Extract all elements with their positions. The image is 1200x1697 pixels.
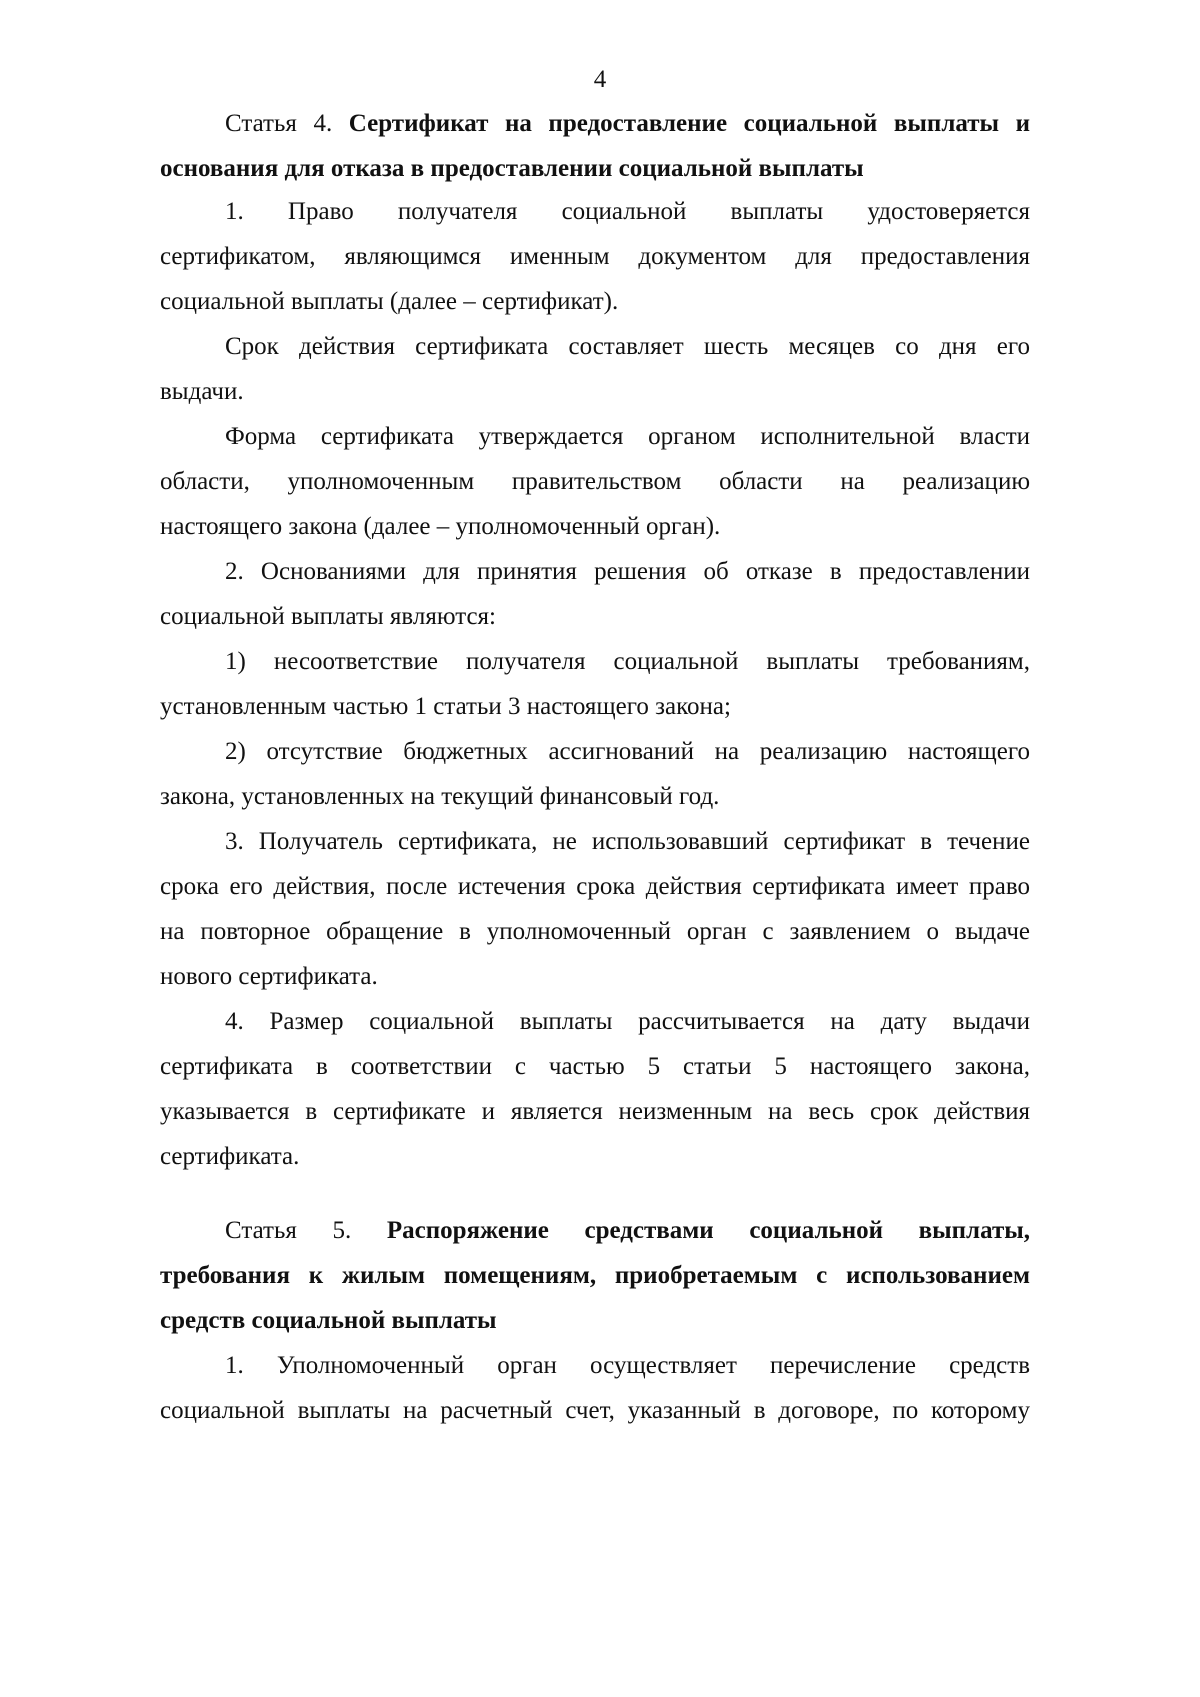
- text-line: [160, 242, 1030, 272]
- body-text: сертификата.: [160, 1143, 300, 1170]
- body-text: сертификата в соответствии с частью 5 статьи 5 настоящего закона,: [160, 1053, 1030, 1080]
- body-text: сертификатом, являющимся именным документом для предоставления: [160, 243, 1030, 270]
- text-line: [225, 197, 1030, 227]
- text-line: [160, 782, 1030, 812]
- text-line: [160, 1052, 1030, 1082]
- body-text: области, уполномоченным правительством области на реализацию: [160, 468, 1030, 495]
- text-line: [225, 827, 1030, 857]
- text-line: [160, 872, 1030, 902]
- body-text: социальной выплаты являются:: [160, 603, 496, 630]
- text-line: [225, 1007, 1030, 1037]
- text-line: [160, 692, 1030, 722]
- body-text: 3. Получатель сертификата, не использовавший сертификат в течение: [225, 828, 1030, 855]
- body-text: Срок действия сертификата составляет шесть месяцев со дня его: [225, 333, 1030, 360]
- text-line: [225, 557, 1030, 587]
- text-line: [160, 512, 1030, 542]
- body-text: Статья 5.: [225, 1217, 387, 1244]
- body-text: 2) отсутствие бюджетных ассигнований на реализацию настоящего: [225, 738, 1030, 765]
- text-line: [225, 1351, 1030, 1381]
- text-line: [225, 737, 1030, 767]
- text-line: [225, 422, 1030, 452]
- body-text: выдачи.: [160, 378, 244, 405]
- body-text: закона, установленных на текущий финансовый год.: [160, 783, 720, 810]
- text-line: [160, 962, 1030, 992]
- body-text: 4. Размер социальной выплаты рассчитывается на дату выдачи: [225, 1008, 1030, 1035]
- text-line: [160, 287, 1030, 317]
- body-text: 1. Право получателя социальной выплаты удостоверяется: [225, 198, 1030, 225]
- body-text: 1) несоответствие получателя социальной выплаты требованиям,: [225, 648, 1030, 675]
- heading-text: средств социальной выплаты: [160, 1307, 497, 1334]
- body-text: 2. Основаниями для принятия решения об отказе в предоставлении: [225, 558, 1030, 585]
- text-line: [160, 377, 1030, 407]
- text-line: [160, 1142, 1030, 1172]
- body-text: указывается в сертификате и является неизменным на весь срок действия: [160, 1098, 1030, 1125]
- body-text: срока его действия, после истечения срока действия сертификата имеет право: [160, 873, 1030, 900]
- body-text: Статья 4.: [225, 110, 349, 137]
- text-line: [225, 332, 1030, 362]
- body-text: социальной выплаты на расчетный счет, указанный в договоре, по которому: [160, 1397, 1030, 1424]
- body-text: социальной выплаты (далее – сертификат).: [160, 288, 619, 315]
- page-number: 4: [593, 66, 607, 93]
- article-heading-line: [160, 1306, 1030, 1336]
- body-text: на повторное обращение в уполномоченный орган с заявлением о выдаче: [160, 918, 1030, 945]
- heading-text: Распоряжение средствами социальной выплаты,: [386, 1217, 1030, 1244]
- article-heading-line: [225, 1216, 1030, 1246]
- text-line: [160, 917, 1030, 947]
- heading-text: Сертификат на предоставление социальной выплаты и: [348, 110, 1030, 137]
- body-text: нового сертификата.: [160, 963, 378, 990]
- body-text: Форма сертификата утверждается органом исполнительной власти: [225, 423, 1030, 450]
- heading-text: требования к жилым помещениям, приобретаемым с использованием: [160, 1262, 1030, 1289]
- body-text: установленным частью 1 статьи 3 настоящего закона;: [160, 693, 731, 720]
- heading-text: основания для отказа в предоставлении социальной выплаты: [160, 155, 864, 182]
- article-heading-line: [225, 109, 1030, 139]
- article-heading-line: [160, 154, 1030, 184]
- text-line: [160, 467, 1030, 497]
- text-line: [225, 647, 1030, 677]
- body-text: настоящего закона (далее – уполномоченный орган).: [160, 513, 721, 540]
- text-line: [160, 1097, 1030, 1127]
- text-line: [160, 602, 1030, 632]
- body-text: 1. Уполномоченный орган осуществляет перечисление средств: [225, 1352, 1030, 1379]
- text-line: [160, 1396, 1030, 1426]
- article-heading-line: [160, 1261, 1030, 1291]
